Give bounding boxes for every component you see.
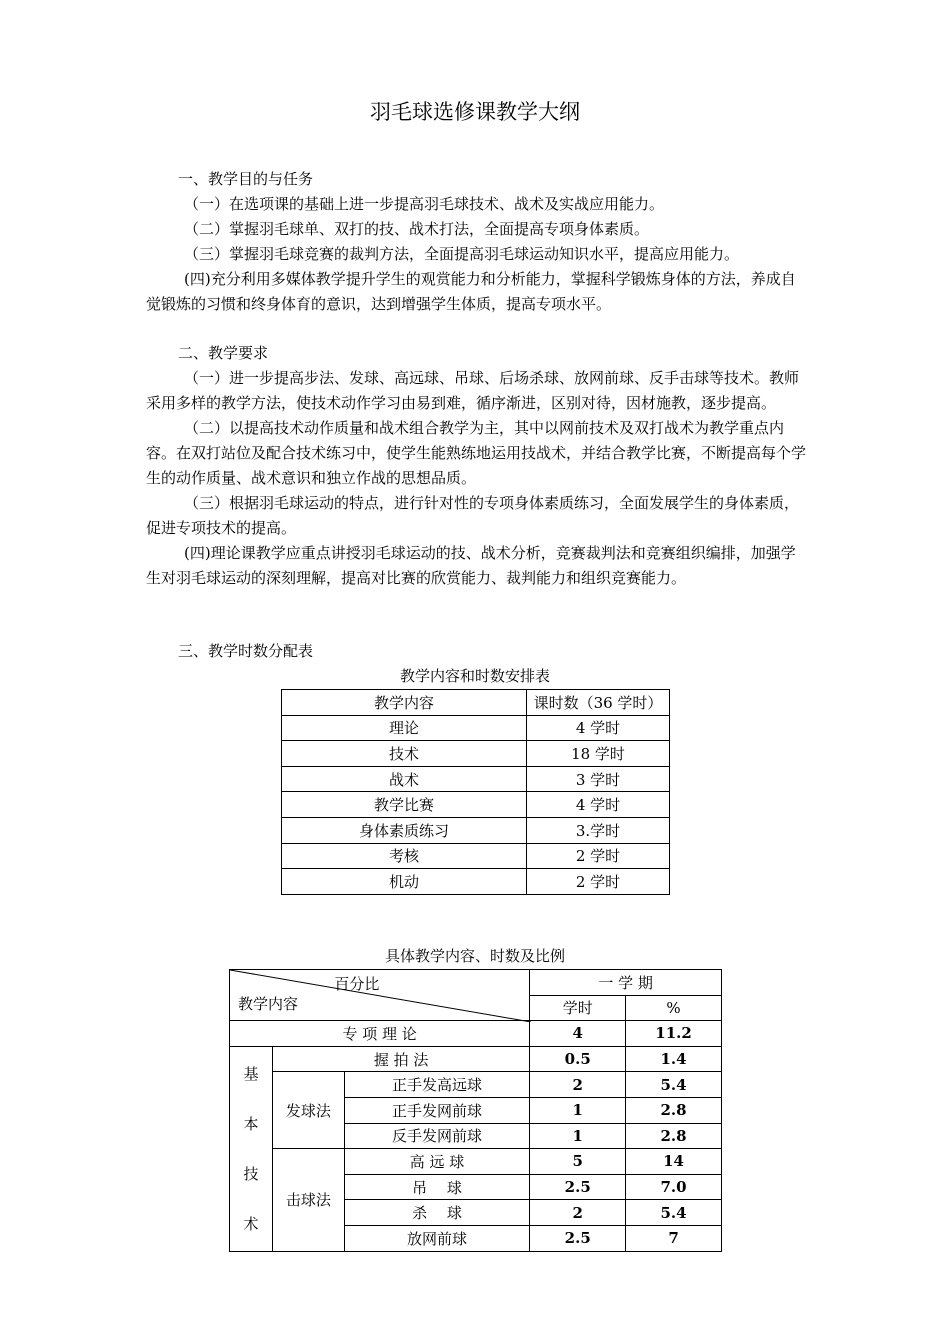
table-cell: 反手发网前球 [344, 1123, 530, 1149]
header-content-label: 教学内容 [238, 995, 299, 1014]
table-cell: 7 [626, 1225, 722, 1251]
table-cell: 2 学时 [527, 869, 670, 895]
table-cell: 2.5 [530, 1225, 626, 1251]
table-cell: 4 学时 [527, 715, 670, 741]
table-cell: 身体素质练习 [282, 817, 527, 843]
table-cell: 技术 [282, 741, 527, 767]
paragraph: (四)充分利用多媒体教学提升学生的观赏能力和分析能力，掌握科学锻炼身体的方法，养成自觉锻炼的习惯和终身体育的意识，达到增强学生体质，提高专项水平。 [146, 270, 796, 313]
table-cell: 教学比赛 [282, 792, 527, 818]
header-cell: 教学内容 [282, 690, 527, 716]
table-cell: 1 [530, 1097, 626, 1123]
group-label-char: 本 [243, 1114, 259, 1133]
hit-label: 击球法 [272, 1149, 344, 1251]
table-cell: 1.4 [626, 1046, 722, 1072]
table-cell: 2.8 [626, 1123, 722, 1149]
group-label-basic-technique [230, 1046, 273, 1251]
hours-table [281, 689, 670, 895]
term-header: 一 学 期 [530, 970, 722, 996]
section-heading: 三、教学时数分配表 [178, 642, 314, 660]
table-row [282, 869, 670, 895]
section-heading: 一、教学目的与任务 [178, 170, 314, 188]
table-cell: 2.8 [626, 1097, 722, 1123]
table-cell: 3 学时 [527, 766, 670, 792]
table-cell: 0.5 [530, 1046, 626, 1072]
table-cell: 正手发高远球 [344, 1072, 530, 1098]
table-cell: 2.5 [530, 1174, 626, 1200]
group-label-char: 基 [243, 1064, 259, 1083]
serve-label: 发球法 [272, 1072, 344, 1149]
table-cell: 2 [530, 1200, 626, 1226]
table-cell: 14 [626, 1149, 722, 1175]
table-cell: 战术 [282, 766, 527, 792]
table-cell: 5.4 [626, 1072, 722, 1098]
diagonal-header-cell [230, 970, 530, 1021]
table-cell: 正手发网前球 [344, 1097, 530, 1123]
paragraph: （三）根据羽毛球运动的特点，进行针对性的专项身体素质练习，全面发展学生的身体素质，促进专项技术的提高。 [146, 494, 800, 537]
table-header-row [282, 690, 670, 716]
paragraph: （一）在选项课的基础上进一步提高羽毛球技术、战术及实战应用能力。 [184, 195, 665, 213]
paragraph: （二）以提高技术动作质量和战术组合教学为主，其中以网前技术及双打战术为教学重点内容。在双打站位及配合技术练习中，使学生能熟练地运用技战术，并结合教学比赛，不断提高每个学生的动作质量、战术意识和独立作战的思想品质。 [146, 419, 807, 487]
paragraph: (四)理论课教学应重点讲授羽毛球运动的技、战术分析，竞赛裁判法和竞赛组织编排，加强学生对羽毛球运动的深刻理解，提高对比赛的欣赏能力、裁判能力和组织竞赛能力。 [146, 544, 796, 587]
table-row [230, 1072, 722, 1098]
table-cell: 握 拍 法 [272, 1046, 529, 1072]
table-row [282, 715, 670, 741]
table-row [230, 1021, 722, 1047]
table-header-row [230, 970, 722, 996]
header-cell: 课时数（36 学时） [527, 690, 670, 716]
paragraph: （二）掌握羽毛球单、双打的技、战术打法，全面提高专项身体素质。 [184, 220, 650, 238]
table-cell: 考核 [282, 843, 527, 869]
section-objectives [146, 167, 808, 317]
table2-caption: 具体教学内容、时数及比例 [384, 947, 565, 965]
percent-header: % [626, 995, 722, 1021]
table-row [230, 1149, 722, 1175]
paragraph: （一）进一步提高步法、发球、高远球、吊球、后场杀球、放网前球、反手击球等技术。教师采用多样的教学方法，使技术动作学习由易到难，循序渐进，区别对待，因材施教，逐步提高。 [146, 369, 800, 412]
paragraph: （三）掌握羽毛球竞赛的裁判方法，全面提高羽毛球运动知识水平，提高应用能力。 [184, 245, 740, 263]
section-hours [146, 639, 808, 664]
table-cell: 吊 球 [344, 1174, 530, 1200]
detail-table [229, 969, 722, 1252]
document-title: 羽毛球选修课教学大纲 [370, 100, 580, 124]
section-heading: 二、教学要求 [178, 344, 269, 362]
table-cell: 3.学时 [527, 817, 670, 843]
table-cell: 4 [530, 1021, 626, 1047]
table-row [282, 792, 670, 818]
group-label-char: 技 [243, 1164, 259, 1183]
table-row [230, 1046, 722, 1072]
section-requirements [146, 341, 808, 591]
table-row [282, 741, 670, 767]
table-cell: 1 [530, 1123, 626, 1149]
table-cell: 18 学时 [527, 741, 670, 767]
table-cell: 2 [530, 1072, 626, 1098]
table-cell: 高 远 球 [344, 1149, 530, 1175]
table-row [282, 817, 670, 843]
table-cell: 机动 [282, 869, 527, 895]
table-cell: 理论 [282, 715, 527, 741]
table-cell: 5.4 [626, 1200, 722, 1226]
table-cell: 2 学时 [527, 843, 670, 869]
table-cell: 4 学时 [527, 792, 670, 818]
hours-header: 学时 [530, 995, 626, 1021]
table-cell: 11.2 [626, 1021, 722, 1047]
table-cell: 杀 球 [344, 1200, 530, 1226]
group-label-char: 术 [243, 1214, 259, 1233]
theory-label: 专 项 理 论 [230, 1021, 530, 1047]
table-row [282, 766, 670, 792]
table-cell: 7.0 [626, 1174, 722, 1200]
table1-caption: 教学内容和时数安排表 [399, 667, 550, 685]
table-cell: 5 [530, 1149, 626, 1175]
table-row [282, 843, 670, 869]
header-percentage-label: 百分比 [334, 975, 380, 993]
table-cell: 放网前球 [344, 1225, 530, 1251]
